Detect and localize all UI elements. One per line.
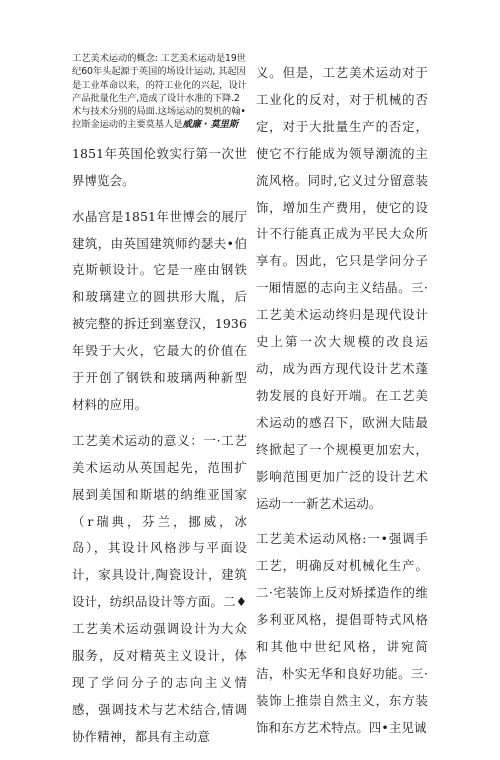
paragraph-text: 义。但是，工艺美术运动对于工业化的反对，对于机械的否定，对于大批量生产的否定，使它不行能成为领导潮流的主流风格。同时,它义过分留意装饰，增加生产费用，使它的设计不行能真正成为平民大众所享有。因此，它只是学问分子一厢情愿的志向主义结晶。三·工艺美术运动终归是现代设计史上第一次大规模的改良运动，成为西方现代设计艺术蓬勃发展的良好开端。在工艺美术运动的感召下，欧洲大陆最终掀起了一个规模更加宏大，影响范围更加广泛的设计艺术运动一一新艺术运动。 [256, 65, 428, 511]
paragraph-text: 工艺美术运动的意义：一·工艺美术运动从英国起先，范围扩展到美国和斯堪的纳维亚国家（r瑞典，芬兰，挪威，冰岛），其设计风格涉与平面设计，家具设计,陶瓷设计，建筑设计，纺织品设计等方面。二♦工艺美术运动强调设计为大众服务，反对精英主义设计，体现了学问分子的志向主义情感，强调技术与艺术结合,情调协作精神，都具有主动意 [72, 432, 247, 744]
intro-name: 威廉 · 莫里斯 [182, 119, 239, 131]
paragraph-text: 工艺美术运动风格:一•强调手工艺，明确反对机械化生产。二·宅装饰上反对矫揉造作的维多利亚风格，提倡哥特式风格和其他中世纪风格，讲宛简洁，朴实无华和良好功能。三·装饰上推崇自然主义，东方装饰和东方艺术特点。四•主见诚 [256, 531, 428, 735]
intro-paragraph [72, 52, 247, 132]
paragraph-exhibition [72, 141, 247, 195]
right-column [256, 60, 428, 751]
intro-text: 工艺美术运动的概念: 工艺美术运动是19世纪60年头起源于英国的场设计运动, 其起因是工业革命以来，的符工业化的兴起，设计产品批量化生产,造成了设计水准的下降.2术与技术分别的局面.这场运动的契机的翰•拉斯金运动的主要莫基人是 [72, 53, 247, 131]
left-column [72, 52, 247, 760]
paragraph-crystal-palace [72, 204, 247, 419]
paragraph-text: 1851年英国伦敦实行第一次世界博览会。 [72, 145, 247, 188]
paragraph-significance [72, 428, 247, 751]
paragraph-style [256, 526, 428, 741]
paragraph-text: 水晶宫是1851年世博会的展厅建筑，由英国建筑师约瑟夫•伯克斯顿设计。它是一座由钢铁和玻璃建立的圆拱形大胤，后被完整的拆迁到塞登汉，1936年毁于大火，它最大的价值在于开创了钢铁和玻璃两种新型材料的应用。 [72, 208, 247, 412]
paragraph-significance-continued [256, 60, 428, 517]
